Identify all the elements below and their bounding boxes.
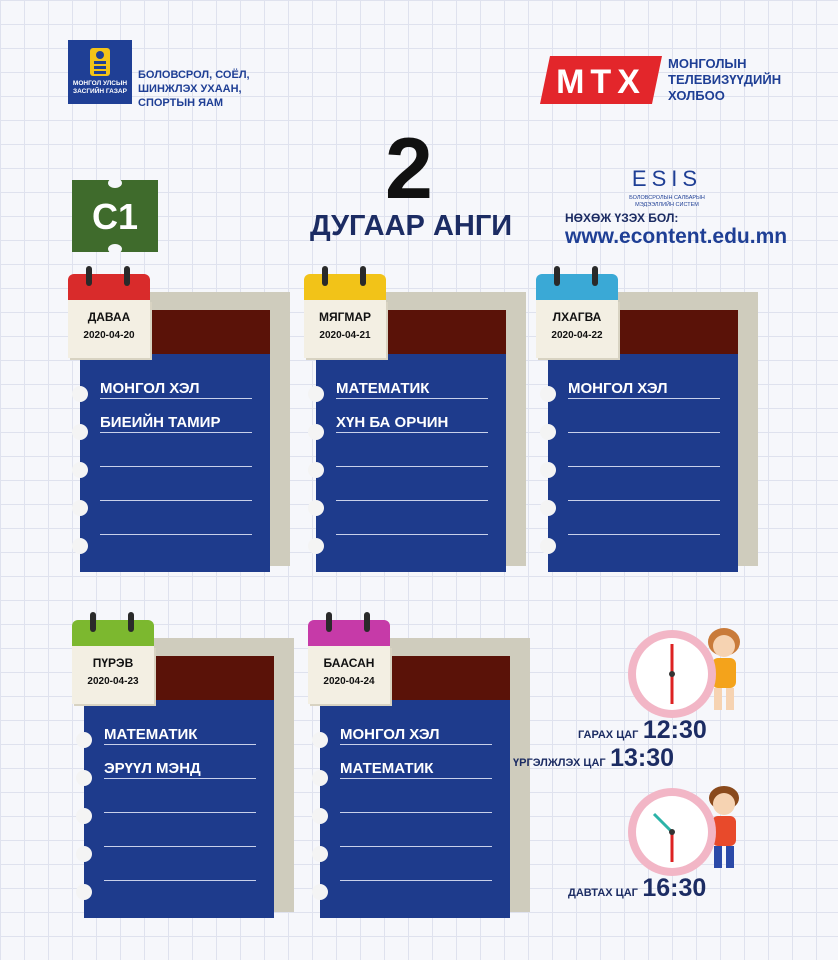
binder-hole bbox=[308, 386, 324, 402]
grade-label: ДУГААР АНГИ bbox=[310, 210, 513, 242]
calendar-tag bbox=[308, 612, 390, 704]
note-line bbox=[104, 880, 256, 881]
day-card bbox=[72, 612, 294, 912]
note-line bbox=[336, 398, 488, 399]
note-line bbox=[568, 398, 720, 399]
binder-hole bbox=[312, 884, 328, 900]
card-header-band bbox=[618, 310, 738, 356]
calendar-tag bbox=[304, 266, 386, 358]
calendar-tag-top bbox=[72, 620, 154, 648]
note-line bbox=[100, 432, 252, 433]
subject-item: МАТЕМАТИК bbox=[340, 760, 434, 777]
calendar-ring-icon bbox=[124, 266, 130, 286]
binder-hole bbox=[308, 462, 324, 478]
repeat-time-value: 16:30 bbox=[642, 874, 707, 902]
calendar-ring-icon bbox=[86, 266, 92, 286]
note-line bbox=[100, 398, 252, 399]
binder-hole bbox=[76, 770, 92, 786]
weekday-label: ДАВАА bbox=[87, 310, 131, 324]
repeat-time-label: ДАВТАХ ЦАГ bbox=[568, 887, 638, 899]
calendar-ring-icon bbox=[90, 612, 96, 632]
binder-hole bbox=[312, 808, 328, 824]
binder-hole bbox=[308, 538, 324, 554]
weekday-label: ПҮРЭВ bbox=[92, 656, 134, 670]
binder-hole bbox=[76, 808, 92, 824]
subject-item: МОНГОЛ ХЭЛ bbox=[340, 726, 440, 743]
calendar-tag-body bbox=[304, 300, 386, 358]
note-line bbox=[104, 812, 256, 813]
card-header-band bbox=[154, 656, 274, 702]
exit-time-label: ГАРАХ ЦАГ bbox=[578, 729, 639, 741]
binder-hole bbox=[312, 846, 328, 862]
date-label: 2020-04-23 bbox=[87, 676, 139, 687]
note-line bbox=[104, 846, 256, 847]
clock-illustration-1 bbox=[626, 622, 748, 722]
subject-item: МОНГОЛ ХЭЛ bbox=[568, 380, 668, 397]
repeat-time-row bbox=[568, 874, 706, 903]
date-label: 2020-04-24 bbox=[323, 676, 375, 687]
esis-subtitle: БОЛОВСРОЛЫН САЛБАРЫН МЭДЭЭЛЛИЙН СИСТЕМ bbox=[629, 195, 705, 208]
mtx-logo bbox=[540, 56, 662, 104]
c1-badge-text: С1 bbox=[91, 196, 139, 237]
calendar-ring-icon bbox=[364, 612, 370, 632]
note-line bbox=[336, 432, 488, 433]
note-line bbox=[340, 812, 492, 813]
binder-hole bbox=[76, 846, 92, 862]
grade-number: 2 bbox=[385, 121, 433, 217]
binder-hole bbox=[72, 386, 88, 402]
tv-association-name: МОНГОЛЫН ТЕЛЕВИЗҮҮДИЙН ХОЛБОО bbox=[668, 56, 782, 103]
binder-hole bbox=[72, 462, 88, 478]
weekday-label: МЯГМАР bbox=[318, 310, 372, 324]
card-header-band bbox=[386, 310, 506, 356]
calendar-tag-body bbox=[72, 646, 154, 704]
note-line bbox=[340, 846, 492, 847]
note-line bbox=[568, 534, 720, 535]
date-label: 2020-04-20 bbox=[83, 330, 135, 341]
note-line bbox=[336, 466, 488, 467]
note-line bbox=[100, 500, 252, 501]
exit-time-value: 12:30 bbox=[642, 716, 707, 744]
binder-hole bbox=[308, 500, 324, 516]
binder-hole bbox=[308, 424, 324, 440]
binder-hole bbox=[540, 462, 556, 478]
ministry-name: БОЛОВСРОЛ, СОЁЛ, ШИНЖЛЭХ УХААН, СПОРТЫН ЯАМ bbox=[138, 69, 250, 109]
c1-badge bbox=[72, 180, 158, 252]
day-card bbox=[308, 612, 530, 912]
calendar-tag-top bbox=[304, 274, 386, 302]
mtx-logo-text: МТХ bbox=[556, 63, 646, 101]
clock-illustration-2 bbox=[626, 780, 748, 880]
note-line bbox=[104, 744, 256, 745]
continue-time-row bbox=[513, 744, 674, 773]
note-line bbox=[340, 778, 492, 779]
note-line bbox=[568, 432, 720, 433]
binder-hole bbox=[312, 732, 328, 748]
calendar-tag-top bbox=[308, 620, 390, 648]
government-logo bbox=[68, 40, 132, 104]
calendar-ring-icon bbox=[554, 266, 560, 286]
subject-item: МОНГОЛ ХЭЛ bbox=[100, 380, 200, 397]
binder-hole bbox=[540, 538, 556, 554]
more-info-label: НӨХӨЖ ҮЗЭХ БОЛ: bbox=[565, 211, 679, 225]
card-header-band bbox=[390, 656, 510, 702]
note-line bbox=[336, 534, 488, 535]
card-header-band bbox=[150, 310, 270, 356]
calendar-tag bbox=[536, 266, 618, 358]
gov-logo-caption: МОНГОЛ УЛСЫН ЗАСГИЙН ГАЗАР bbox=[72, 80, 128, 95]
calendar-tag-body bbox=[536, 300, 618, 358]
day-card bbox=[536, 266, 758, 566]
binder-hole bbox=[72, 538, 88, 554]
weekday-label: ЛХАГВА bbox=[552, 310, 602, 324]
binder-hole bbox=[72, 424, 88, 440]
esis-logo-text: ESIS bbox=[631, 166, 703, 190]
note-line bbox=[340, 880, 492, 881]
binder-hole bbox=[312, 770, 328, 786]
soyombo-emblem-icon bbox=[88, 46, 112, 78]
esis-logo-mark bbox=[622, 166, 712, 190]
note-line bbox=[568, 466, 720, 467]
calendar-tag bbox=[72, 612, 154, 704]
note-line bbox=[104, 778, 256, 779]
calendar-tag-body bbox=[308, 646, 390, 704]
day-card bbox=[304, 266, 526, 566]
continue-time-value: 13:30 bbox=[610, 744, 675, 772]
subject-item: МАТЕМАТИК bbox=[336, 380, 430, 397]
date-label: 2020-04-21 bbox=[319, 330, 371, 341]
weekday-label: БААСАН bbox=[323, 656, 375, 670]
econtent-link[interactable]: www.econtent.edu.mn bbox=[565, 225, 788, 248]
calendar-ring-icon bbox=[322, 266, 328, 286]
date-label: 2020-04-22 bbox=[551, 330, 603, 341]
binder-hole bbox=[540, 386, 556, 402]
subject-item: МАТЕМАТИК bbox=[104, 726, 198, 743]
calendar-ring-icon bbox=[592, 266, 598, 286]
binder-hole bbox=[76, 732, 92, 748]
esis-logo bbox=[622, 166, 712, 209]
calendar-tag-top bbox=[68, 274, 150, 302]
note-line bbox=[100, 466, 252, 467]
day-card bbox=[68, 266, 290, 566]
continue-time-label: ҮРГЭЛЖЛЭХ ЦАГ bbox=[513, 757, 606, 769]
note-line bbox=[340, 744, 492, 745]
note-line bbox=[568, 500, 720, 501]
binder-hole bbox=[540, 424, 556, 440]
note-line bbox=[336, 500, 488, 501]
subject-item: ЭРҮҮЛ МЭНД bbox=[104, 760, 201, 777]
calendar-tag bbox=[68, 266, 150, 358]
calendar-tag-body bbox=[68, 300, 150, 358]
subject-item: ХҮН БА ОРЧИН bbox=[336, 414, 449, 431]
binder-hole bbox=[72, 500, 88, 516]
binder-hole bbox=[540, 500, 556, 516]
calendar-ring-icon bbox=[360, 266, 366, 286]
subject-item: БИЕИЙН ТАМИР bbox=[100, 414, 221, 431]
calendar-tag-top bbox=[536, 274, 618, 302]
calendar-ring-icon bbox=[128, 612, 134, 632]
exit-time-row bbox=[578, 716, 707, 745]
note-line bbox=[100, 534, 252, 535]
calendar-ring-icon bbox=[326, 612, 332, 632]
binder-hole bbox=[76, 884, 92, 900]
